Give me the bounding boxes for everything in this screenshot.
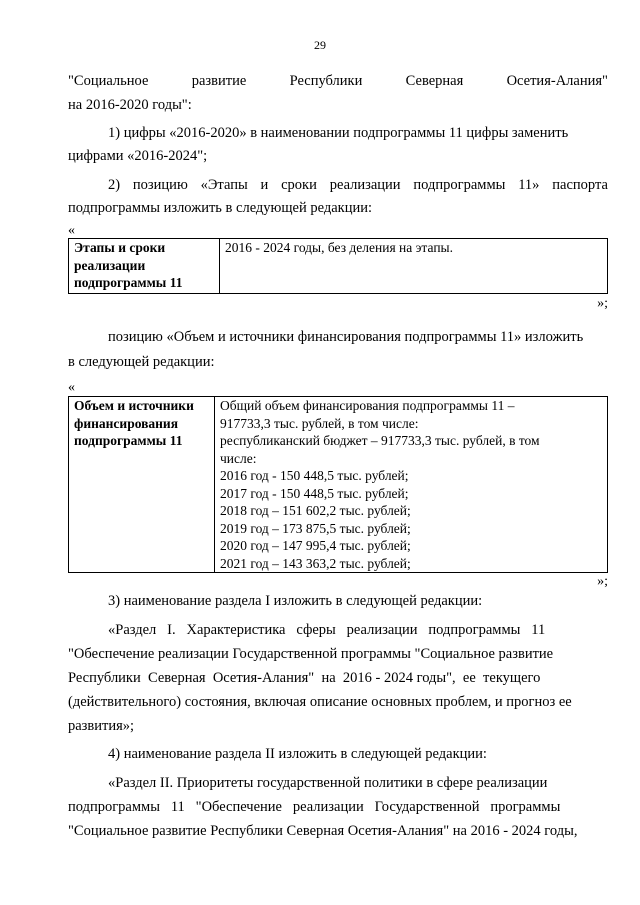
- word: развитие: [191, 73, 247, 89]
- word: 2): [108, 177, 121, 193]
- stages-table: [68, 238, 608, 294]
- stages-label: Этапы и сроки реализации подпрограммы 11: [69, 239, 220, 294]
- word: Осетия-Алания": [506, 73, 608, 89]
- financing-line: республиканский бюджет – 917733,3 тыс. рублей, в том: [220, 433, 540, 448]
- quote-close-1: »;: [597, 296, 608, 311]
- item2-line-1: [108, 176, 608, 194]
- word: 11»: [518, 177, 540, 193]
- item4-text: "Социальное развитие Республики Северная Осетия-Алания" на 2016 - 2024 годы,: [68, 823, 578, 839]
- intro-line-2: на 2016-2020 годы":: [68, 97, 192, 113]
- word: и: [260, 177, 269, 193]
- item3-text: развития»;: [68, 718, 135, 734]
- table-row: [69, 397, 608, 573]
- financing-line: 2021 год – 143 363,2 тыс. рублей;: [220, 555, 411, 571]
- word: Северная: [405, 73, 464, 89]
- financing-line: 2018 год – 151 602,2 тыс. рублей;: [220, 503, 411, 518]
- table-row: [69, 239, 608, 294]
- financing-table: [68, 396, 608, 573]
- financing-value: [215, 397, 608, 573]
- item2-line-2: подпрограммы изложить в следующей редакции:: [68, 200, 373, 216]
- page-number: 29: [314, 38, 326, 52]
- financing-line: 2016 год - 150 448,5 тыс. рублей;: [220, 468, 409, 483]
- item3-text: «Раздел I. Характеристика сферы реализации подпрограммы 11: [108, 622, 546, 638]
- word: реализации: [329, 177, 401, 193]
- quote-open-1: «: [68, 223, 75, 238]
- item3-text: "Обеспечение реализации Государственной программы "Социальное развитие: [68, 646, 554, 662]
- financing-line: 2020 год – 147 995,4 тыс. рублей;: [220, 538, 411, 553]
- item4-text: подпрограммы 11 "Обеспечение реализации Государственной программы: [68, 799, 561, 815]
- word: Республики: [289, 73, 363, 89]
- financing-line-1: позицию «Объем и источники финансирования подпрограммы 11» изложить: [108, 329, 584, 345]
- financing-line-2: в следующей редакции:: [68, 354, 215, 370]
- word: подпрограммы: [413, 177, 506, 193]
- item3-line-1: 3) наименование раздела I изложить в следующей редакции:: [108, 593, 483, 609]
- item4-line-1: 4) наименование раздела II изложить в следующей редакции:: [108, 746, 487, 762]
- financing-line: 2019 год – 173 875,5 тыс. рублей;: [220, 520, 411, 536]
- word: "Социальное: [68, 73, 149, 89]
- financing-line: Общий объем финансирования подпрограммы 11 –: [220, 398, 515, 413]
- word: «Этапы: [200, 177, 248, 193]
- word: позицию: [132, 177, 188, 193]
- item3-text: (действительного) состояния, включая описание основных проблем, и прогноз ее: [68, 694, 572, 710]
- financing-line: 2017 год - 150 448,5 тыс. рублей;: [220, 485, 409, 501]
- financing-line: 917733,3 тыс. рублей, в том числе:: [220, 415, 419, 431]
- quote-open-2: «: [68, 380, 75, 395]
- item1-line-2: цифрами «2016-2024";: [68, 148, 208, 164]
- financing-line: числе:: [220, 450, 257, 466]
- word: сроки: [281, 177, 317, 193]
- item1-line-1: 1) цифры «2016-2020» в наименовании подпрограммы 11 цифры заменить: [108, 125, 569, 141]
- stages-value: 2016 - 2024 годы, без деления на этапы.: [220, 239, 608, 294]
- quote-close-2: »;: [597, 574, 608, 589]
- item4-text: «Раздел II. Приоритеты государственной политики в сфере реализации: [108, 775, 548, 791]
- intro-line-1: [68, 72, 608, 90]
- item3-text: Республики Северная Осетия-Алания" на 2016 - 2024 годы", ее текущего: [68, 670, 541, 686]
- word: паспорта: [552, 177, 608, 193]
- financing-label: Объем и источники финансирования подпрограммы 11: [69, 397, 215, 573]
